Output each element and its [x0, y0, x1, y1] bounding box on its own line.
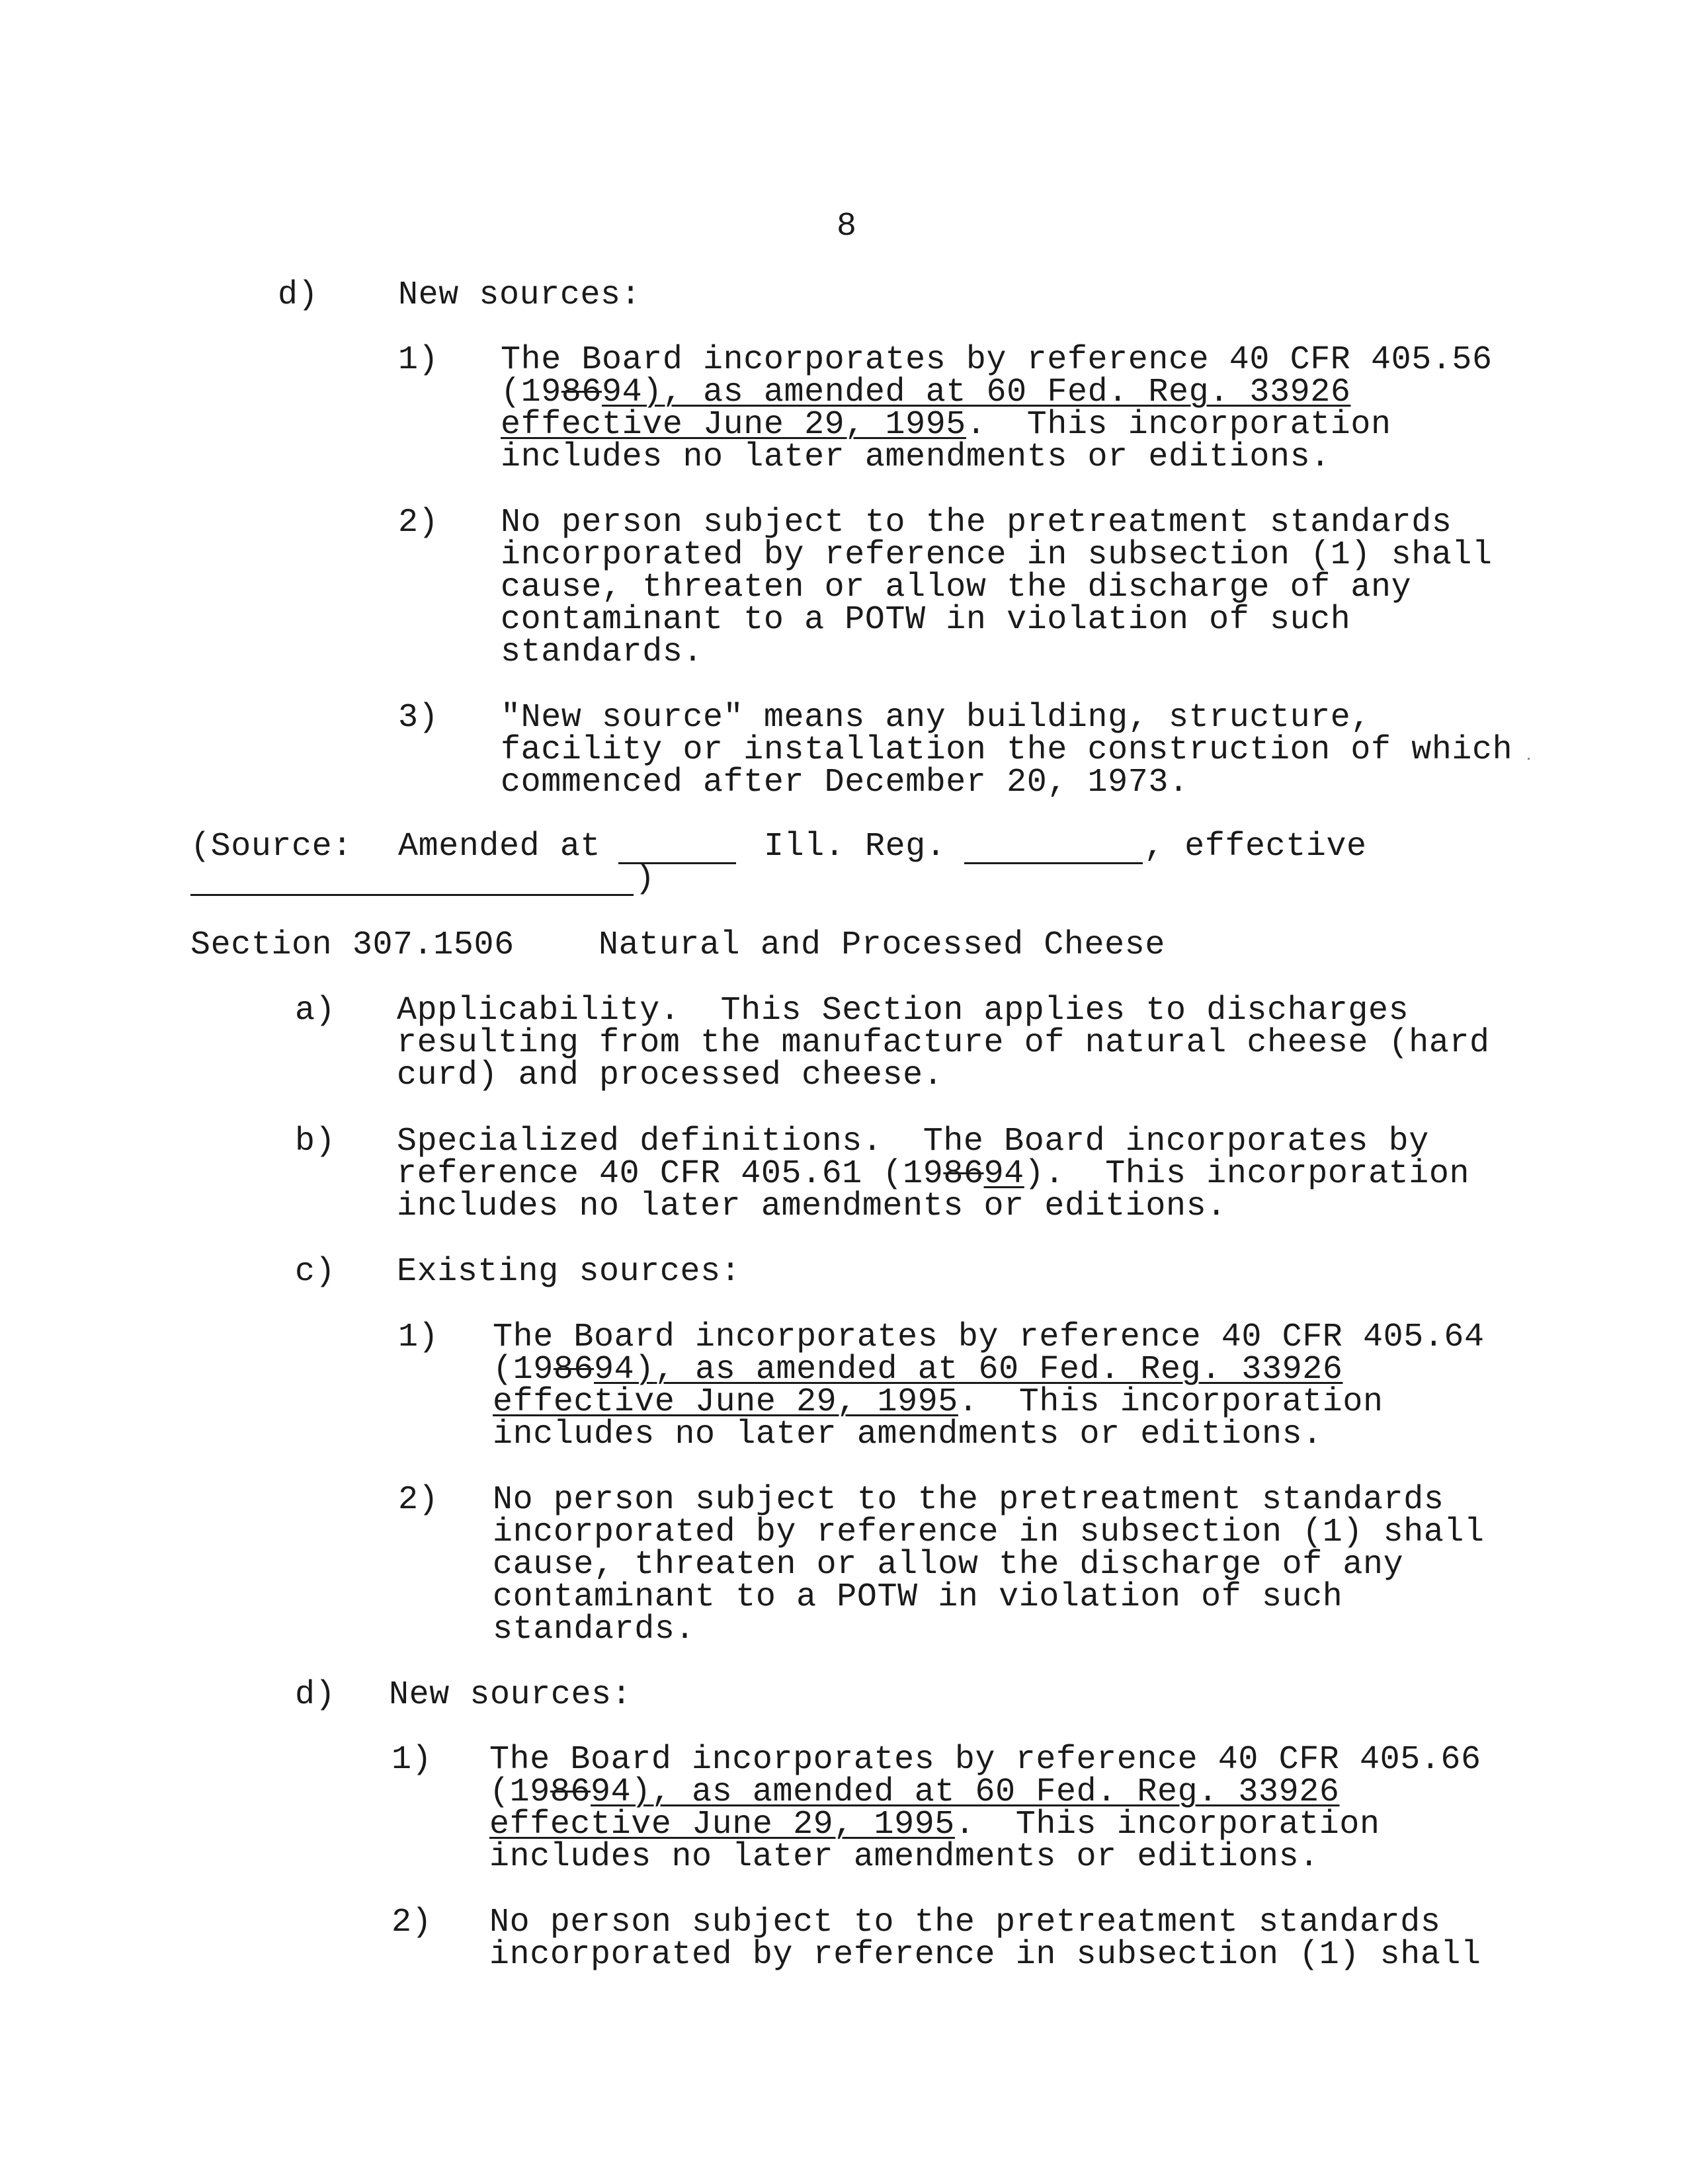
text-line: (198694), as amended at 60 Fed. Reg. 33926	[489, 1773, 1340, 1811]
source-note-text: , effective	[1144, 828, 1367, 866]
item-label: 2)	[392, 1904, 433, 1941]
deleted-text: 86	[553, 1351, 595, 1389]
text-line: The Board incorporates by reference 40 CFR 405.56	[501, 341, 1493, 379]
source-note-close: )	[635, 860, 655, 898]
source-note-text: Amended at	[398, 828, 601, 866]
text-line: effective June 29, 1995. This incorporation	[501, 406, 1391, 444]
text-line: cause, threaten or allow the discharge of any	[493, 1546, 1404, 1584]
text-line: (198694), as amended at 60 Fed. Reg. 33926	[501, 374, 1351, 411]
text-line: standards.	[493, 1611, 696, 1648]
deleted-text: 86	[550, 1773, 591, 1811]
inserted-text: effective June 29, 1995	[489, 1806, 955, 1843]
text-line: incorporated by reference in subsection (1) shall	[489, 1936, 1481, 1974]
subsection-label: d)	[295, 1676, 336, 1714]
item-label: 2)	[398, 504, 439, 542]
text-line: contaminant to a POTW in violation of such	[493, 1578, 1343, 1616]
inserted-text: , as amended at 60 Fed. Reg. 33926	[654, 1351, 1343, 1389]
text-line: Applicability. This Section applies to discharges	[397, 992, 1409, 1030]
text-line: effective June 29, 1995. This incorporation	[489, 1806, 1380, 1843]
text-line: No person subject to the pretreatment standards	[489, 1904, 1441, 1941]
deleted-text: 86	[943, 1155, 984, 1193]
item-label: 1)	[398, 1318, 439, 1356]
text-line: standards.	[501, 633, 704, 671]
text-line: No person subject to the pretreatment standards	[501, 504, 1452, 542]
source-note-text: Ill. Reg.	[764, 828, 946, 866]
subsection-label: c)	[295, 1253, 336, 1291]
subsection-label: b)	[295, 1123, 336, 1160]
text-line: includes no later amendments or editions.	[501, 438, 1331, 476]
text-line: incorporated by reference in subsection (1) shall	[493, 1514, 1485, 1551]
text-line: (198694), as amended at 60 Fed. Reg. 33926	[493, 1351, 1343, 1389]
inserted-text: 94)	[594, 1351, 655, 1389]
fill-in-blank	[190, 894, 634, 896]
item-label: 3)	[398, 699, 439, 737]
text-line: facility or installation the construction of which	[501, 731, 1513, 769]
inserted-text: effective June 29, 1995	[501, 406, 966, 444]
fill-in-blank	[964, 862, 1143, 864]
text-line: "New source" means any building, structure,	[501, 699, 1372, 737]
text-line: includes no later amendments or editions.	[397, 1188, 1227, 1225]
subsection-title: New sources:	[389, 1676, 632, 1714]
text-line: includes no later amendments or editions.	[493, 1416, 1323, 1453]
scan-speck	[1528, 758, 1530, 760]
item-label: 1)	[392, 1741, 433, 1779]
text-line: The Board incorporates by reference 40 CFR 405.64	[493, 1318, 1485, 1356]
item-label: 1)	[398, 341, 439, 379]
subsection-label: a)	[295, 992, 336, 1030]
text-line: effective June 29, 1995. This incorporation	[493, 1383, 1383, 1421]
text-line: contaminant to a POTW in violation of such	[501, 601, 1351, 639]
text-line: Specialized definitions. The Board incorporates by	[397, 1123, 1429, 1160]
deleted-text: 86	[561, 374, 602, 411]
text-line: The Board incorporates by reference 40 CFR 405.66	[489, 1741, 1481, 1779]
text-line: No person subject to the pretreatment standards	[493, 1481, 1444, 1519]
inserted-text: 94)	[602, 374, 663, 411]
text-line: resulting from the manufacture of natural cheese (hard	[397, 1024, 1490, 1062]
text-line: incorporated by reference in subsection (1) shall	[501, 536, 1493, 574]
subsection-title: Existing sources:	[397, 1253, 741, 1291]
section-number: Section 307.1506	[190, 926, 515, 964]
item-label: 2)	[398, 1481, 439, 1519]
page-number: 8	[837, 208, 857, 245]
inserted-text: 94)	[591, 1773, 651, 1811]
text-line: curd) and processed cheese.	[397, 1057, 944, 1094]
inserted-text: 94	[983, 1155, 1024, 1193]
text-line: commenced after December 20, 1973.	[501, 764, 1189, 801]
inserted-text: effective June 29, 1995	[493, 1383, 958, 1421]
text-line: cause, threaten or allow the discharge of any	[501, 569, 1412, 606]
text-line: reference 40 CFR 405.61 (198694). This incorporation	[397, 1155, 1470, 1193]
section-title: Natural and Processed Cheese	[599, 926, 1165, 964]
subsection-title: New sources:	[398, 276, 641, 314]
text-line: includes no later amendments or editions.	[489, 1838, 1319, 1876]
inserted-text: , as amended at 60 Fed. Reg. 33926	[662, 374, 1351, 411]
source-note-prefix: (Source:	[190, 828, 352, 866]
subsection-label: d)	[278, 276, 319, 314]
inserted-text: , as amended at 60 Fed. Reg. 33926	[651, 1773, 1340, 1811]
